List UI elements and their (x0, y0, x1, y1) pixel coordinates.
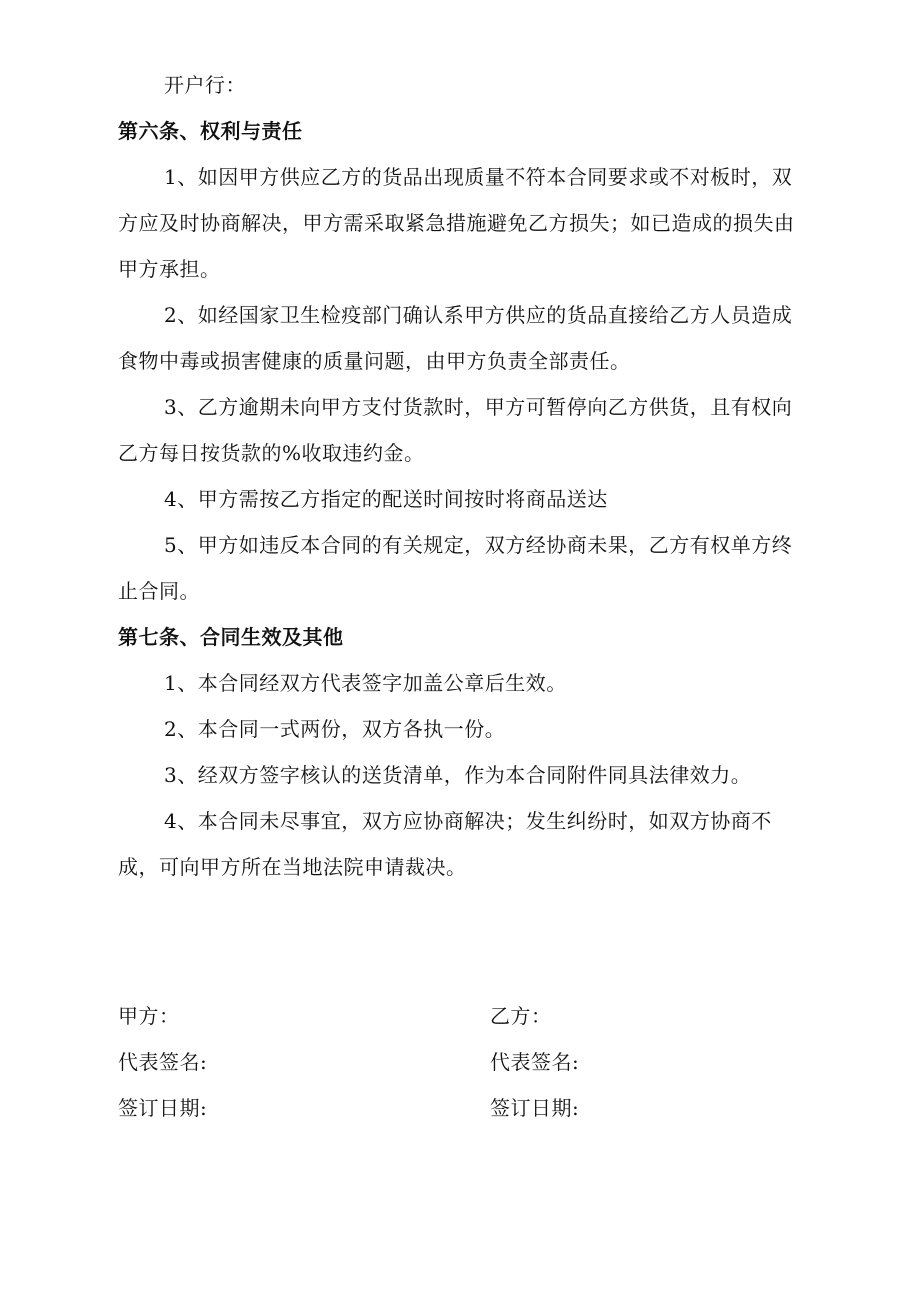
contract-body (118, 62, 808, 890)
party-a-date-label: 签订日期: (118, 1096, 208, 1120)
bank-line: 开户行： (164, 73, 246, 97)
party-b-date-label: 签订日期: (490, 1096, 580, 1120)
article-7-item-1: 1、本合同经双方代表签字加盖公章后生效。 (164, 671, 567, 695)
article-7-item-3: 3、经双方签字核认的送货清单，作为本合同附件同具法律效力。 (164, 763, 752, 787)
article-6-heading: 第六条、权利与责任 (118, 119, 303, 143)
party-a-label: 甲方： (118, 1004, 180, 1028)
article-7-item-2: 2、本合同一式两份，双方各执一份。 (164, 717, 506, 741)
party-b-signature-block (490, 993, 790, 1131)
party-b-rep-label: 代表签名: (490, 1050, 580, 1074)
article-6-item-3: 3、乙方逾期未向甲方支付货款时，甲方可暂停向乙方供货，且有权向乙方每日按货款的%收取违约金。 (118, 395, 793, 465)
party-a-rep-label: 代表签名: (118, 1050, 208, 1074)
article-6-item-2: 2、如经国家卫生检疫部门确认系甲方供应的货品直接给乙方人员造成食物中毒或损害健康的质量问题，由甲方负责全部责任。 (118, 303, 793, 373)
party-b-label: 乙方： (490, 1004, 552, 1028)
party-a-signature-block (118, 993, 418, 1131)
article-6-item-4: 4、甲方需按乙方指定的配送时间按时将商品送达 (164, 487, 608, 511)
article-6-item-1: 1、如因甲方供应乙方的货品出现质量不符本合同要求或不对板时，双方应及时协商解决，甲方需采取紧急措施避免乙方损失；如已造成的损失由甲方承担。 (118, 165, 795, 281)
article-7-heading: 第七条、合同生效及其他 (118, 625, 344, 649)
article-6-item-5: 5、甲方如违反本合同的有关规定，双方经协商未果，乙方有权单方终止合同。 (118, 533, 793, 603)
article-7-item-4: 4、本合同未尽事宜，双方应协商解决；发生纠纷时，如双方协商不成，可向甲方所在当地法院申请裁决。 (118, 809, 772, 879)
